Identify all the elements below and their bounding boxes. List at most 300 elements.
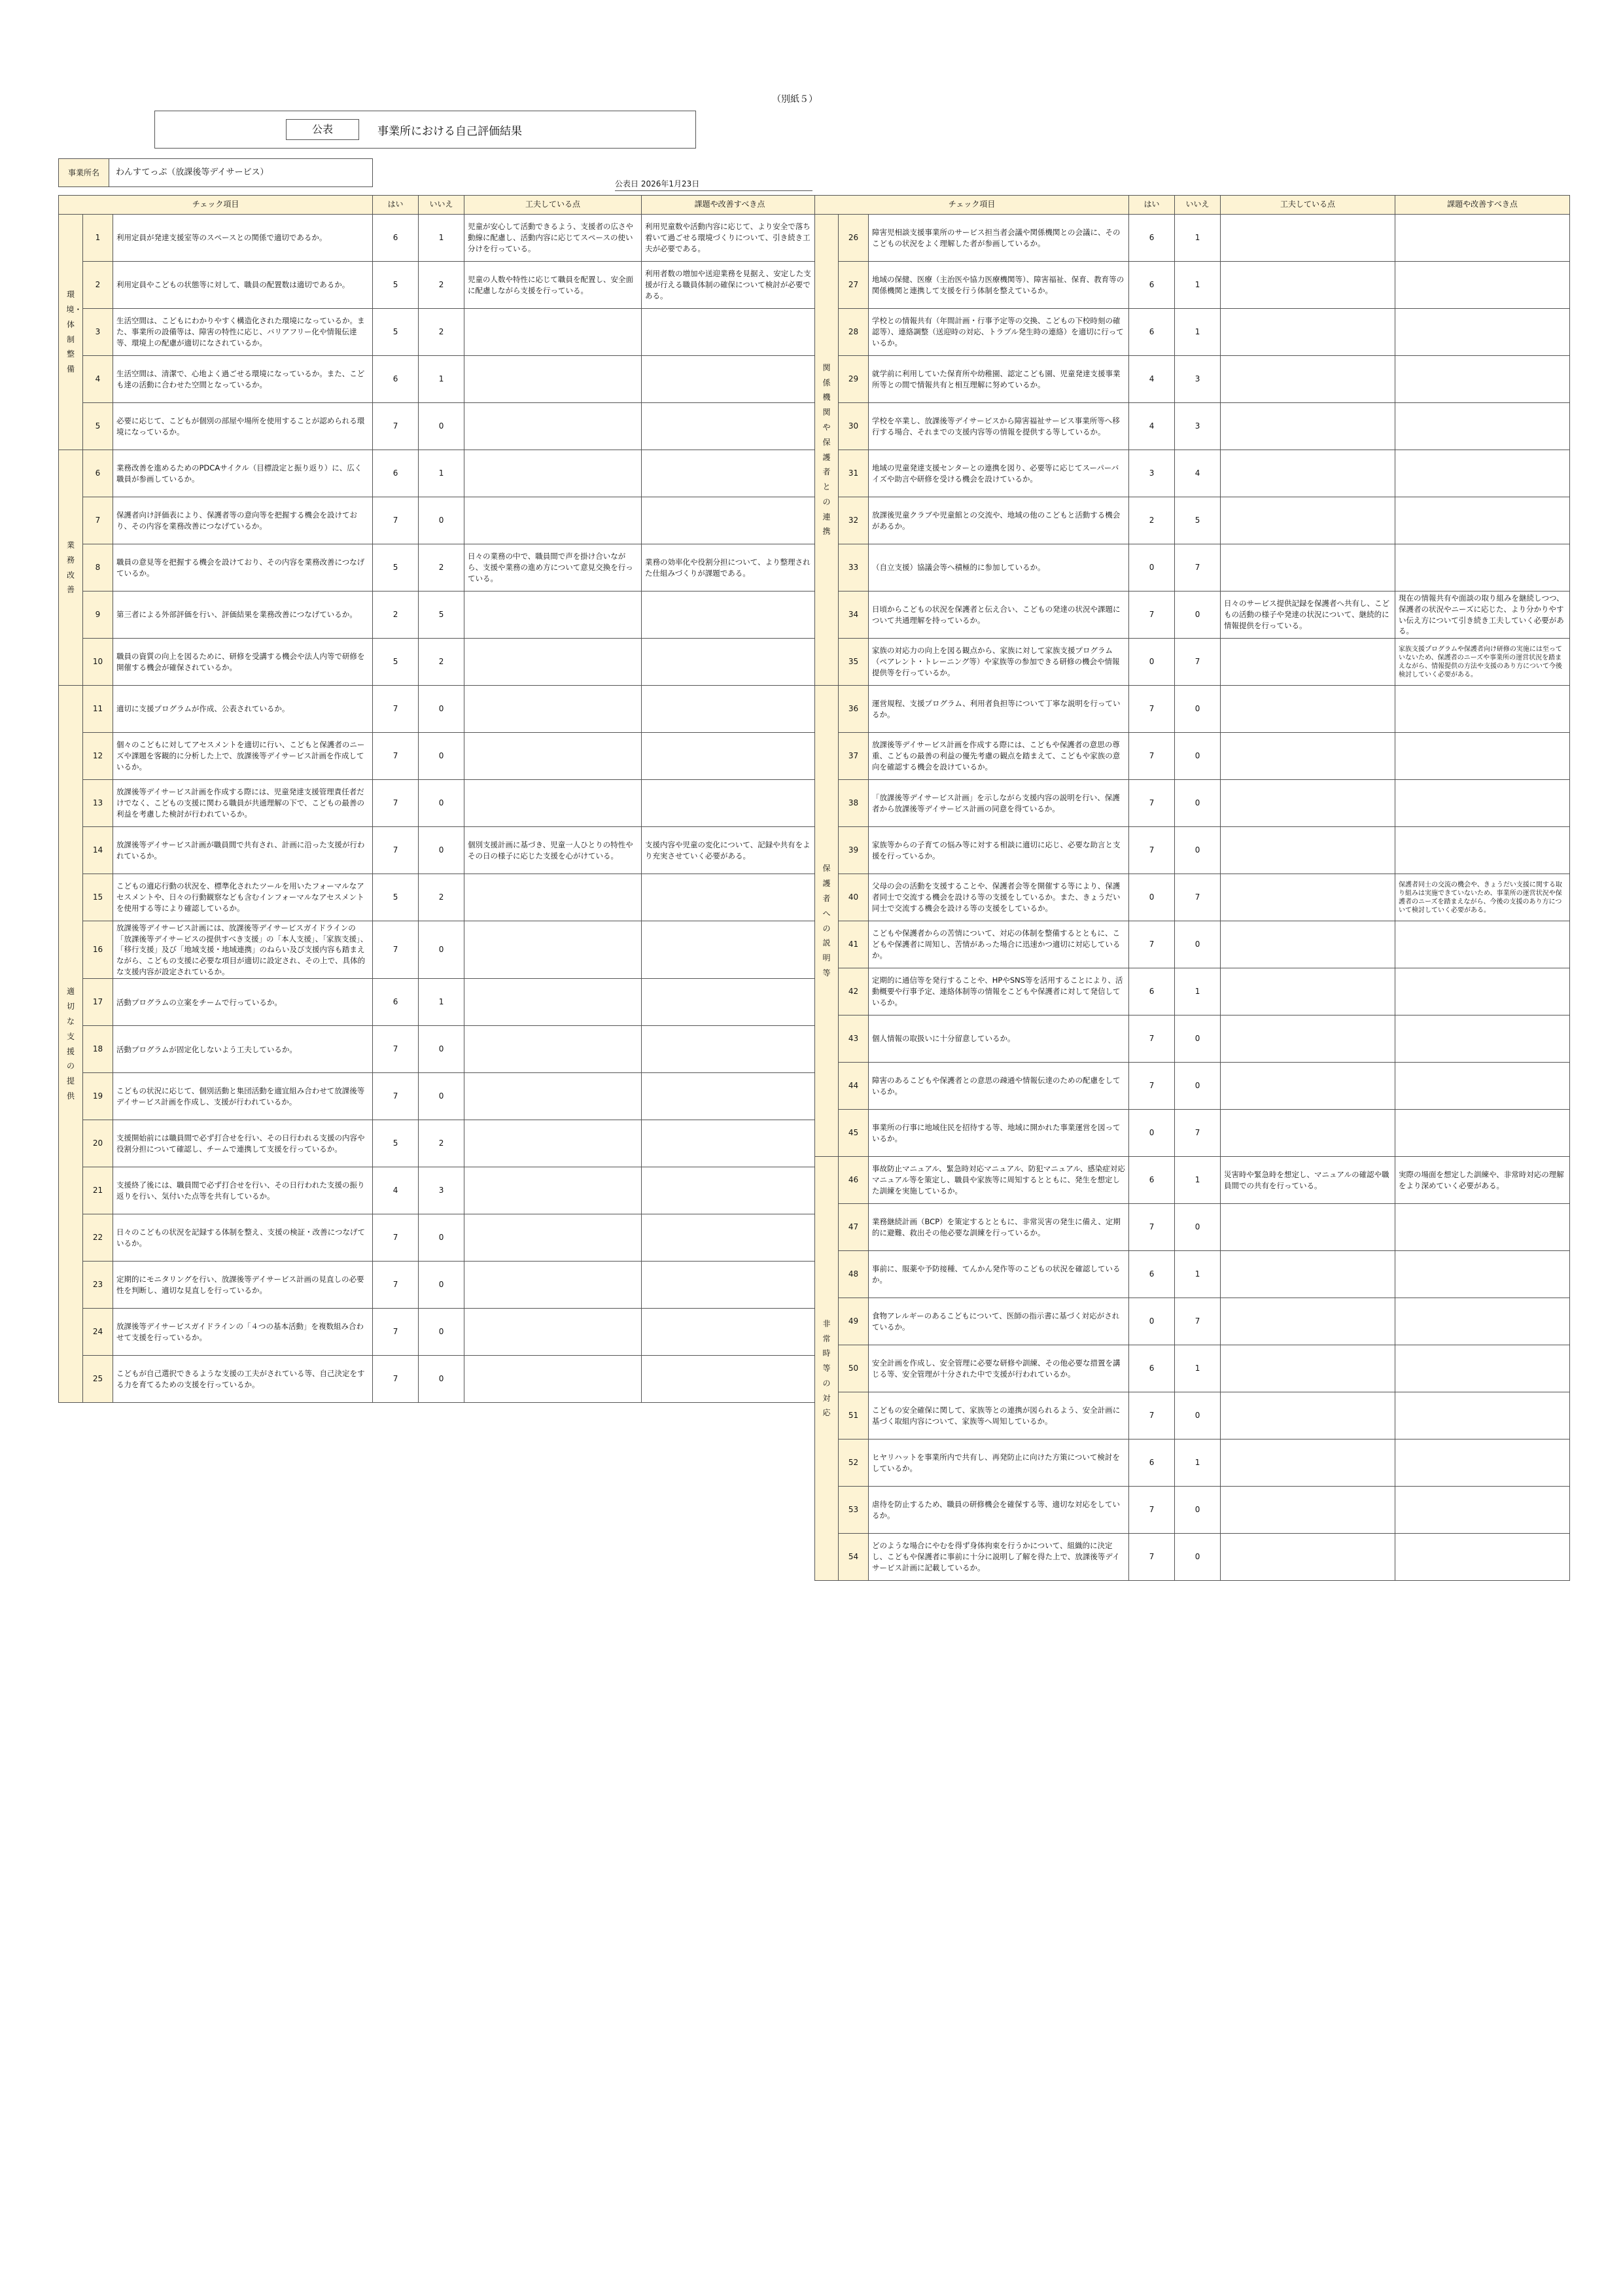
kadai-cell — [1395, 497, 1570, 544]
item-number: 34 — [839, 592, 869, 639]
evaluation-table-left — [58, 195, 818, 1403]
col-header-check: チェック項目 — [59, 196, 373, 215]
kadai-cell — [642, 1214, 818, 1262]
kadai-cell — [642, 1026, 818, 1073]
yes-count: 7 — [373, 1214, 419, 1262]
yes-count: 7 — [1129, 1204, 1175, 1251]
kadai-cell — [642, 356, 818, 403]
check-item: 放課後等デイサービス計画には、放課後等デイサービスガイドラインの「放課後等デイサービスの提供すべき支援」の「本人支援」、「家族支援」、「移行支援」及び「地域支援・地域連携」のねらい及び支援内容も踏まえながら、こどもの支援に必要な項目が適切に設定され、その上で、具体的な支援内容が設定されているか。 — [113, 921, 373, 979]
item-number: 25 — [83, 1356, 113, 1403]
check-item: 活動プログラムが固定化しないよう工夫しているか。 — [113, 1026, 373, 1073]
yes-count: 7 — [373, 1073, 419, 1120]
yes-count: 2 — [373, 592, 419, 639]
kadai-cell — [1395, 356, 1570, 403]
kadai-cell: 支援内容や児童の変化について、記録や共有をより充実させていく必要がある。 — [642, 827, 818, 874]
col-header-kufu: 工夫している点 — [464, 196, 642, 215]
kufu-cell — [464, 1026, 642, 1073]
kufu-cell: 個別支援計画に基づき、児童一人ひとりの特性やその日の様子に応じた支援を心がけている。 — [464, 827, 642, 874]
no-count: 7 — [1175, 1110, 1221, 1157]
table-row — [59, 733, 818, 780]
kadai-cell: 業務の効率化や役割分担について、より整理された仕組みづくりが課題である。 — [642, 544, 818, 592]
yes-count: 7 — [373, 1309, 419, 1356]
check-item: 活動プログラムの立案をチームで行っているか。 — [113, 979, 373, 1026]
kadai-cell — [642, 403, 818, 450]
item-number: 32 — [839, 497, 869, 544]
table-row — [59, 309, 818, 356]
table-row — [815, 827, 1570, 874]
kadai-cell — [1395, 686, 1570, 733]
yes-count: 7 — [1129, 1016, 1175, 1063]
item-number: 43 — [839, 1016, 869, 1063]
item-number: 33 — [839, 544, 869, 592]
yes-count: 0 — [1129, 874, 1175, 921]
item-number: 52 — [839, 1439, 869, 1487]
yes-count: 6 — [1129, 1157, 1175, 1204]
table-row — [59, 1214, 818, 1262]
yes-count: 5 — [373, 1120, 419, 1167]
item-number: 14 — [83, 827, 113, 874]
kufu-cell — [464, 874, 642, 921]
no-count: 1 — [1175, 1157, 1221, 1204]
table-row — [59, 450, 818, 497]
table-row — [815, 403, 1570, 450]
yes-count: 6 — [373, 979, 419, 1026]
table-row — [815, 497, 1570, 544]
col-header-kadai: 課題や改善すべき点 — [1395, 196, 1570, 215]
no-count: 7 — [1175, 874, 1221, 921]
check-item: 安全計画を作成し、安全管理に必要な研修や訓練、その他必要な措置を講じる等、安全管理が十分された中で支援が行われているか。 — [869, 1345, 1129, 1392]
kadai-cell — [1395, 1016, 1570, 1063]
kadai-cell — [1395, 1251, 1570, 1298]
table-row — [815, 1016, 1570, 1063]
no-count: 2 — [419, 874, 464, 921]
kadai-cell — [1395, 1345, 1570, 1392]
kadai-cell — [642, 686, 818, 733]
item-number: 20 — [83, 1120, 113, 1167]
table-row — [815, 780, 1570, 827]
public-label: 公表 — [286, 119, 359, 140]
no-count: 0 — [1175, 827, 1221, 874]
item-number: 22 — [83, 1214, 113, 1262]
category-label — [59, 450, 83, 686]
item-number: 44 — [839, 1063, 869, 1110]
category-label — [815, 1157, 839, 1581]
yes-count: 7 — [373, 1026, 419, 1073]
no-count: 5 — [1175, 497, 1221, 544]
item-number: 37 — [839, 733, 869, 780]
item-number: 17 — [83, 979, 113, 1026]
kufu-cell — [464, 309, 642, 356]
item-number: 15 — [83, 874, 113, 921]
item-number: 27 — [839, 262, 869, 309]
item-number: 11 — [83, 686, 113, 733]
kufu-cell: 災害時や緊急時を想定し、マニュアルの確認や職員間での共有を行っている。 — [1221, 1157, 1395, 1204]
table-row — [59, 686, 818, 733]
yes-count: 6 — [1129, 262, 1175, 309]
kadai-cell — [642, 309, 818, 356]
evaluation-table-right — [814, 195, 1570, 1581]
kadai-cell — [1395, 1487, 1570, 1534]
no-count: 0 — [419, 1356, 464, 1403]
check-item: 食物アレルギーのあるこどもについて、医師の指示書に基づく対応がされているか。 — [869, 1298, 1129, 1345]
check-item: 職員の資質の向上を図るために、研修を受講する機会や法人内等で研修を開催する機会が確保されているか。 — [113, 639, 373, 686]
no-count: 0 — [419, 733, 464, 780]
kadai-cell: 家族支援プログラムや保護者向け研修の実施には至っていないため、保護者のニーズや事業所の運営状況を踏まえながら、情報提供の方法や支援のあり方について今後検討していく必要がある。 — [1395, 639, 1570, 686]
yes-count: 7 — [1129, 1063, 1175, 1110]
kufu-cell: 日々のサービス提供記録を保護者へ共有し、こどもの活動の様子や発達の状況について、継続的に情報提供を行っている。 — [1221, 592, 1395, 639]
kufu-cell — [464, 639, 642, 686]
check-item: 学校との情報共有（年間計画・行事予定等の交換、こどもの下校時刻の確認等）、連絡調整（送迎時の対応、トラブル発生時の連絡）を適切に行っているか。 — [869, 309, 1129, 356]
table-row — [815, 1110, 1570, 1157]
table-row — [815, 262, 1570, 309]
kufu-cell — [1221, 215, 1395, 262]
yes-count: 6 — [373, 215, 419, 262]
kufu-cell — [1221, 1345, 1395, 1392]
kufu-cell — [1221, 1439, 1395, 1487]
kadai-cell — [1395, 215, 1570, 262]
check-item: 利用定員やこどもの状態等に対して、職員の配置数は適切であるか。 — [113, 262, 373, 309]
no-count: 3 — [1175, 403, 1221, 450]
yes-count: 7 — [373, 733, 419, 780]
no-count: 0 — [419, 1214, 464, 1262]
no-count: 0 — [1175, 780, 1221, 827]
kadai-cell — [1395, 921, 1570, 968]
kufu-cell — [1221, 1298, 1395, 1345]
item-number: 13 — [83, 780, 113, 827]
no-count: 0 — [1175, 733, 1221, 780]
item-number: 42 — [839, 968, 869, 1016]
check-item: 放課後等デイサービス計画が職員間で共有され、計画に沿った支援が行われているか。 — [113, 827, 373, 874]
check-item: 保護者向け評価表により、保護者等の意向等を把握する機会を設けており、その内容を業務改善につなげているか。 — [113, 497, 373, 544]
yes-count: 7 — [373, 1262, 419, 1309]
item-number: 23 — [83, 1262, 113, 1309]
kufu-cell — [464, 1073, 642, 1120]
kadai-cell — [1395, 827, 1570, 874]
check-item: 業務継続計画（BCP）を策定するとともに、非常災害の発生に備え、定期的に避難、救出その他必要な訓練を行っているか。 — [869, 1204, 1129, 1251]
kufu-cell — [1221, 1392, 1395, 1439]
yes-count: 4 — [1129, 403, 1175, 450]
no-count: 0 — [1175, 1392, 1221, 1439]
col-header-kufu: 工夫している点 — [1221, 196, 1395, 215]
no-count: 2 — [419, 262, 464, 309]
kufu-cell — [464, 1167, 642, 1214]
check-item: 就学前に利用していた保育所や幼稚園、認定こども園、児童発達支援事業所等との間で情報共有と相互理解に努めているか。 — [869, 356, 1129, 403]
title-box — [154, 111, 696, 149]
table-row — [59, 544, 818, 592]
kufu-cell — [464, 1262, 642, 1309]
kufu-cell — [1221, 874, 1395, 921]
table-header-row — [59, 196, 818, 215]
yes-count: 5 — [373, 639, 419, 686]
kufu-cell — [1221, 544, 1395, 592]
no-count: 0 — [1175, 686, 1221, 733]
no-count: 0 — [419, 1309, 464, 1356]
check-item: 定期的に通信等を発行することや、HPやSNS等を活用することにより、活動概要や行事予定、連絡体制等の情報をこどもや保護者に対して発信しているか。 — [869, 968, 1129, 1016]
table-row — [59, 639, 818, 686]
kufu-cell — [464, 979, 642, 1026]
kufu-cell — [1221, 262, 1395, 309]
yes-count: 4 — [1129, 356, 1175, 403]
no-count: 0 — [419, 403, 464, 450]
kufu-cell — [1221, 1063, 1395, 1110]
yes-count: 7 — [373, 827, 419, 874]
no-count: 0 — [419, 1026, 464, 1073]
item-number: 39 — [839, 827, 869, 874]
no-count: 1 — [419, 450, 464, 497]
kadai-cell — [642, 592, 818, 639]
no-count: 1 — [1175, 1251, 1221, 1298]
yes-count: 6 — [373, 450, 419, 497]
check-item: ヒヤリハットを事業所内で共有し、再発防止に向けた方策について検討をしているか。 — [869, 1439, 1129, 1487]
item-number: 38 — [839, 780, 869, 827]
col-header-no: いいえ — [1175, 196, 1221, 215]
item-number: 41 — [839, 921, 869, 968]
yes-count: 0 — [1129, 544, 1175, 592]
kadai-cell — [1395, 733, 1570, 780]
no-count: 0 — [419, 921, 464, 979]
check-item: 利用定員が発達支援室等のスペースとの関係で適切であるか。 — [113, 215, 373, 262]
table-row — [815, 215, 1570, 262]
check-item: 業務改善を進めるためのPDCAサイクル（目標設定と振り返り）に、広く職員が参画しているか。 — [113, 450, 373, 497]
item-number: 35 — [839, 639, 869, 686]
yes-count: 0 — [1129, 1110, 1175, 1157]
kufu-cell: 日々の業務の中で、職員間で声を掛け合いながら、支援や業務の進め方について意見交換を行っている。 — [464, 544, 642, 592]
check-item: 事業所の行事に地域住民を招待する等、地域に開かれた事業運営を図っているか。 — [869, 1110, 1129, 1157]
check-item: 地域の保健、医療（主治医や協力医療機関等）、障害福祉、保育、教育等の関係機関と連携して支援を行う体制を整えているか。 — [869, 262, 1129, 309]
table-row — [59, 780, 818, 827]
no-count: 1 — [1175, 262, 1221, 309]
table-row — [59, 403, 818, 450]
kadai-cell: 保護者同士の交流の機会や、きょうだい支援に関する取り組みは実施できていないため、事業所の運営状況や保護者のニーズを踏まえながら、今後の支援のあり方について検討していく必要がある。 — [1395, 874, 1570, 921]
kufu-cell: 児童の人数や特性に応じて職員を配置し、安全面に配慮しながら支援を行っている。 — [464, 262, 642, 309]
table-row — [815, 544, 1570, 592]
col-header-yes: はい — [373, 196, 419, 215]
yes-count: 6 — [1129, 1439, 1175, 1487]
kadai-cell — [1395, 1298, 1570, 1345]
table-row — [815, 1157, 1570, 1204]
kadai-cell — [642, 1356, 818, 1403]
yes-count: 4 — [373, 1167, 419, 1214]
yes-count: 7 — [1129, 921, 1175, 968]
table-row — [59, 1073, 818, 1120]
no-count: 5 — [419, 592, 464, 639]
kufu-cell — [464, 450, 642, 497]
table-row — [815, 874, 1570, 921]
no-count: 0 — [1175, 1204, 1221, 1251]
yes-count: 7 — [1129, 592, 1175, 639]
check-item: 職員の意見等を把握する機会を設けており、その内容を業務改善につなげているか。 — [113, 544, 373, 592]
table-row — [815, 309, 1570, 356]
yes-count: 7 — [1129, 827, 1175, 874]
yes-count: 7 — [1129, 733, 1175, 780]
check-item: 地域の児童発達支援センターとの連携を図り、必要等に応じてスーパーバイズや助言や研修を受ける機会を設けているか。 — [869, 450, 1129, 497]
yes-count: 6 — [1129, 1251, 1175, 1298]
table-row — [815, 1392, 1570, 1439]
table-row — [59, 1120, 818, 1167]
table-row — [59, 1356, 818, 1403]
no-count: 0 — [1175, 592, 1221, 639]
no-count: 1 — [1175, 1345, 1221, 1392]
no-count: 3 — [1175, 356, 1221, 403]
category-text: 非常時等の対応 — [822, 1318, 831, 1418]
yes-count: 6 — [1129, 309, 1175, 356]
category-text: 保護者への説明等 — [822, 864, 831, 978]
check-item: 放課後等デイサービス計画を作成する際には、児童発達支援管理責任者だけでなく、こどもの支援に関わる職員が共通理解の下で、こどもの最善の利益を考慮した検討が行われているか。 — [113, 780, 373, 827]
check-item: 事故防止マニュアル、緊急時対応マニュアル、防犯マニュアル、感染症対応マニュアル等を策定し、職員や家族等に周知するとともに、発生を想定した訓練を実施しているか。 — [869, 1157, 1129, 1204]
yes-count: 7 — [1129, 1487, 1175, 1534]
item-number: 36 — [839, 686, 869, 733]
table-row — [59, 979, 818, 1026]
yes-count: 0 — [1129, 639, 1175, 686]
check-item: 障害のあるこどもや保護者との意思の疎通や情報伝達のための配慮をしているか。 — [869, 1063, 1129, 1110]
kadai-cell — [1395, 1439, 1570, 1487]
kufu-cell — [1221, 450, 1395, 497]
kadai-cell — [1395, 1063, 1570, 1110]
kadai-cell: 現在の情報共有や面談の取り組みを継続しつつ、保護者の状況やニーズに応じた、より分かりやすい伝え方について引き続き工夫していく必要がある。 — [1395, 592, 1570, 639]
office-name-label: 事業所名 — [58, 158, 109, 187]
kufu-cell — [1221, 639, 1395, 686]
item-number: 2 — [83, 262, 113, 309]
kufu-cell: 児童が安心して活動できるよう、支援者の広さや動線に配慮し、活動内容に応じてスペースの使い分けを行っている。 — [464, 215, 642, 262]
col-header-kadai: 課題や改善すべき点 — [642, 196, 818, 215]
no-count: 7 — [1175, 1298, 1221, 1345]
item-number: 10 — [83, 639, 113, 686]
table-row — [59, 497, 818, 544]
yes-count: 3 — [1129, 450, 1175, 497]
yes-count: 7 — [1129, 686, 1175, 733]
kufu-cell — [1221, 356, 1395, 403]
kadai-cell — [1395, 968, 1570, 1016]
yes-count: 7 — [1129, 1392, 1175, 1439]
item-number: 50 — [839, 1345, 869, 1392]
page-title: 事業所における自己評価結果 — [377, 125, 522, 138]
no-count: 2 — [419, 639, 464, 686]
item-number: 24 — [83, 1309, 113, 1356]
kufu-cell — [464, 1309, 642, 1356]
yes-count: 5 — [373, 874, 419, 921]
publication-date: 公表日 2026年1月23日 — [615, 178, 812, 191]
check-item: 日々のこどもの状況を記録する体制を整え、支援の検証・改善につなげているか。 — [113, 1214, 373, 1262]
kufu-cell — [464, 403, 642, 450]
table-row — [59, 592, 818, 639]
item-number: 3 — [83, 309, 113, 356]
no-count: 2 — [419, 544, 464, 592]
table-header-row — [815, 196, 1570, 215]
check-item: どのような場合にやむを得ず身体拘束を行うかについて、組織的に決定し、こどもや保護者に事前に十分に説明し了解を得た上で、放課後等デイサービス計画に記載しているか。 — [869, 1534, 1129, 1581]
kufu-cell — [1221, 1534, 1395, 1581]
kufu-cell — [464, 497, 642, 544]
check-item: 必要に応じて、こどもが個別の部屋や場所を使用することが認められる環境になっているか。 — [113, 403, 373, 450]
col-header-no: いいえ — [419, 196, 464, 215]
kadai-cell: 利用者数の増加や送迎業務を見据え、安定した支援が行える職員体制の確保について検討が必要である。 — [642, 262, 818, 309]
no-count: 0 — [1175, 1487, 1221, 1534]
table-row — [815, 1298, 1570, 1345]
table-row — [815, 592, 1570, 639]
item-number: 7 — [83, 497, 113, 544]
kufu-cell — [1221, 1110, 1395, 1157]
no-count: 0 — [419, 1073, 464, 1120]
check-item: 個人情報の取扱いに十分留意しているか。 — [869, 1016, 1129, 1063]
kufu-cell — [1221, 733, 1395, 780]
item-number: 45 — [839, 1110, 869, 1157]
kadai-cell — [1395, 780, 1570, 827]
kufu-cell — [464, 1356, 642, 1403]
item-number: 49 — [839, 1298, 869, 1345]
no-count: 7 — [1175, 639, 1221, 686]
no-count: 0 — [1175, 921, 1221, 968]
item-number: 54 — [839, 1534, 869, 1581]
kadai-cell: 利用児童数や活動内容に応じて、より安全で落ち着いて過ごせる環境づくりについて、引き続き工夫が必要である。 — [642, 215, 818, 262]
check-item: こどもが自己選択できるような支援の工夫がされている等、自己決定をする力を育てるための支援を行っているか。 — [113, 1356, 373, 1403]
kufu-cell — [1221, 1016, 1395, 1063]
kufu-cell — [464, 733, 642, 780]
check-item: （自立支援）協議会等へ積極的に参加しているか。 — [869, 544, 1129, 592]
table-row — [815, 733, 1570, 780]
table-row — [59, 215, 818, 262]
yes-count: 7 — [373, 921, 419, 979]
col-header-yes: はい — [1129, 196, 1175, 215]
table-row — [59, 1309, 818, 1356]
no-count: 1 — [1175, 968, 1221, 1016]
item-number: 53 — [839, 1487, 869, 1534]
no-count: 1 — [419, 356, 464, 403]
check-item: 放課後等デイサービスガイドラインの「４つの基本活動」を複数組み合わせて支援を行っているか。 — [113, 1309, 373, 1356]
item-number: 29 — [839, 356, 869, 403]
table-row — [815, 1534, 1570, 1581]
yes-count: 5 — [373, 262, 419, 309]
item-number: 18 — [83, 1026, 113, 1073]
no-count: 0 — [1175, 1534, 1221, 1581]
item-number: 30 — [839, 403, 869, 450]
kufu-cell — [1221, 1204, 1395, 1251]
check-item: こどもや保護者からの苦情について、対応の体制を整備するとともに、こどもや保護者に周知し、苦情があった場合に迅速かつ適切に対応しているか。 — [869, 921, 1129, 968]
no-count: 2 — [419, 309, 464, 356]
yes-count: 2 — [1129, 497, 1175, 544]
category-text: 適切な支援の提供 — [66, 987, 75, 1101]
item-number: 31 — [839, 450, 869, 497]
item-number: 51 — [839, 1392, 869, 1439]
no-count: 3 — [419, 1167, 464, 1214]
table-row — [815, 1204, 1570, 1251]
item-number: 6 — [83, 450, 113, 497]
category-label — [59, 215, 83, 450]
item-number: 47 — [839, 1204, 869, 1251]
category-label — [59, 686, 83, 1403]
check-item: こどもの安全確保に関して、家族等との連携が図られるよう、安全計画に基づく取組内容について、家族等へ周知しているか。 — [869, 1392, 1129, 1439]
item-number: 4 — [83, 356, 113, 403]
kadai-cell — [642, 497, 818, 544]
table-row — [815, 686, 1570, 733]
check-item: 支援終了後には、職員間で必ず打合せを行い、その日行われた支援の振り返りを行い、気付いた点等を共有しているか。 — [113, 1167, 373, 1214]
yes-count: 7 — [373, 497, 419, 544]
no-count: 4 — [1175, 450, 1221, 497]
item-number: 40 — [839, 874, 869, 921]
kufu-cell — [1221, 1487, 1395, 1534]
check-item: 生活空間は、こどもにわかりやすく構造化された環境になっているか。また、事業所の設備等は、障害の特性に応じ、バリアフリー化や情報伝達等、環境上の配慮が適切になされているか。 — [113, 309, 373, 356]
office-name-value: わんすてっぷ（放課後等デイサービス） — [109, 158, 373, 187]
kadai-cell — [1395, 403, 1570, 450]
table-row — [59, 921, 818, 979]
check-item: 生活空間は、清潔で、心地よく過ごせる環境になっているか。また、こども達の活動に合わせた空間となっているか。 — [113, 356, 373, 403]
category-text: 関係機関や保護者との連携 — [822, 362, 831, 537]
kadai-cell — [642, 1262, 818, 1309]
item-number: 16 — [83, 921, 113, 979]
table-row — [59, 356, 818, 403]
table-row — [59, 874, 818, 921]
kufu-cell — [1221, 403, 1395, 450]
item-number: 12 — [83, 733, 113, 780]
kufu-cell — [1221, 827, 1395, 874]
